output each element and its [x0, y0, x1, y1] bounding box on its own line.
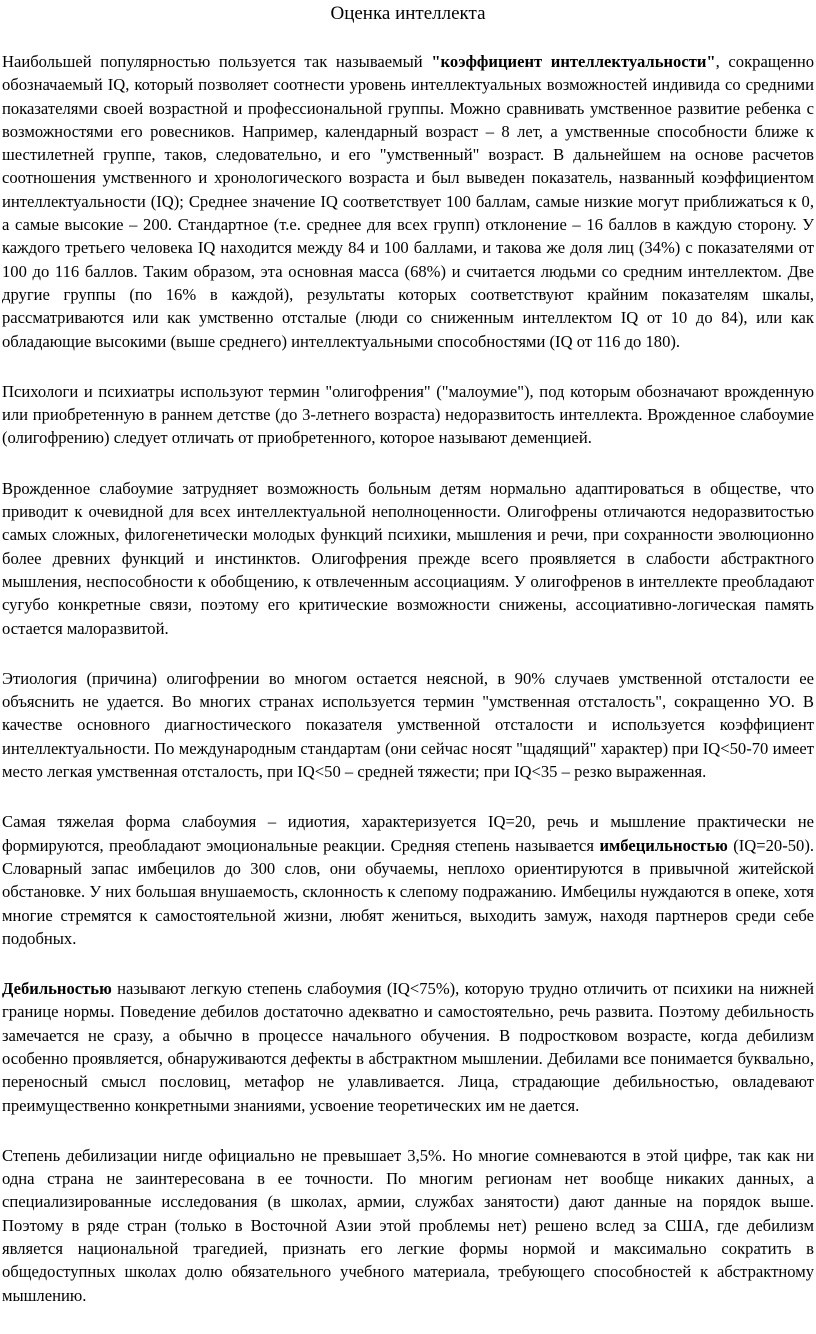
- paragraph-oligophrenia: Психологи и психиатры используют термин "олигофрения" ("малоумие"), под которым обозначают врожденную или приобретенную в раннем детстве (до 3-летнего возраста) недоразвитость интеллекта. Врожденное слабоумие (олигофрению) следует отличать от приобретенного, которое называют деменцией.: [2, 381, 814, 448]
- paragraph-etiology: Этиология (причина) олигофрении во многом остается неясной, в 90% случаев умственной отсталости ее объяснить не удается. Во многих странах используется термин "умственная отсталость", сокращенно УО. В качестве основного диагностического показателя умственной отсталости и используется коэффициент интеллектуальности. По международным стандартам (они сейчас носят "щадящий" характер) при IQ<50-70 имеет место легкая умственная отсталость, при IQ<50 – средней тяжести; при IQ<35 – резко выраженная.: [2, 668, 814, 782]
- paragraph-idiocy-text-start: Самая тяжелая форма слабоумия – идиотия, характеризуется IQ=20, речь и мышление практически не формируются, преобладают эмоциональные реакции. Средняя степень называется: [2, 812, 814, 855]
- paragraph-iq-text-end: , сокращенно обозначаемый IQ, который позволяет соотнести уровень интеллектуальных возможностей индивида со средними показателями своей возрастной и профессиональной группы. Можно сравнивать умственное развитие ребенка с возможностями его ровесников. Например, календарный возраст – 8 лет, а умственные способности ближе к шестилетней группе, таков, следовательно, и его "умственный" возраст. В дальнейшем на основе расчетов соотношения умственного и хронологического возраста и был выведен показатель, названный коэффициентом интеллектуальности (IQ); Среднее значение IQ соответствует 100 баллам, самые низкие могут приближаться к 0, а самые высокие – 200. Стандартное (т.е. среднее для всех групп) отклонение – 16 баллов в каждую сторону. У каждого третьего человека IQ находится между 84 и 100 баллами, и такова же доля лиц (34%) с показателями от 100 до 116 баллов. Таким образом, эта основная масса (68%) и считается людьми со средним интеллектом. Две другие группы (по 16% в каждой), результаты которых соответствуют крайним показателям шкалы, рассматриваются или как умственно отсталые (люди со сниженным интеллектом IQ от 10 до 84), или как обладающие высокими (выше среднего) интеллектуальными способностями (IQ от 116 до 180).: [2, 52, 815, 351]
- document-page: [2, 0, 814, 1334]
- paragraph-iq: [2, 50, 814, 353]
- paragraph-iq-bold-term: "коэффициент интеллектуальности": [431, 52, 716, 71]
- paragraph-idiocy: [2, 810, 814, 950]
- paragraph-debility: [2, 977, 814, 1117]
- paragraph-iq-text-start: Наибольшей популярностью пользуется так называемый: [2, 52, 432, 71]
- paragraph-debility-bold-term: Дебильностью: [2, 979, 112, 999]
- paragraph-congenital-dementia: Врожденное слабоумие затрудняет возможность больным детям нормально адаптироваться в обществе, что приводит к очевидной для всех интеллектуальной неполноценности. Олигофрены отличаются недоразвитостью самых сложных, филогенетически молодых функций психики, мышления и речи, при сохранности эволюционно более древних функций и инстинктов. Олигофрения прежде всего проявляется в слабости абстрактного мышления, неспособности к обобщению, к отвлеченным ассоциациям. У олигофренов в интеллекте преобладают сугубо конкретные связи, поэтому его критические возможности снижены, ассоциативно-логическая память остается малоразвитой.: [2, 478, 814, 638]
- document-title: Оценка интеллекта: [330, 3, 486, 24]
- paragraph-idiocy-text-end: (IQ=20-50). Словарный запас имбецилов до 300 слов, они обучаемы, неплохо ориентируются в привычной житейской обстановке. У них большая внушаемость, склонность к слепому подражанию. Имбецилы нуждаются в опеке, хотя многие стремятся к самостоятельной жизни, любят жениться, выходить замуж, находя партнеров среди себе подобных.: [2, 835, 814, 948]
- paragraph-idiocy-bold-term: имбецильностью: [599, 835, 728, 855]
- paragraph-debility-text: называют легкую степень слабоумия (IQ<75%), которую трудно отличить от психики на нижней границе нормы. Поведение дебилов достаточно адекватно и самостоятельно, речь развита. Поэтому дебильность замечается не сразу, а обычно в процессе начального обучения. В подростковом возрасте, когда дебилизм особенно проявляется, обнаруживаются дефекты в абстрактном мышлении. Дебилами все понимается буквально, переносный смысл пословиц, метафор не улавливается. Лица, страдающие дебильностью, овладевают преимущественно конкретными знаниями, усвоение теоретических им не дается.: [2, 979, 814, 1115]
- paragraph-debilization-rate: Степень дебилизации нигде официально не превышает 3,5%. Но многие сомневаются в этой цифре, так как ни одна страна не заинтересована в ее точности. По многим регионам нет вообще никаких данных, а специализированные исследования (в школах, армии, службах занятости) дают данные на порядок выше. Поэтому в ряде стран (только в Восточной Азии этой проблемы нет) решено вслед за США, где дебилизм является национальной трагедией, признать его легкие формы нормой и максимально сократить в общедоступных школах долю обязательного учебного материала, требующего способностей к абстрактному мышлению.: [2, 1145, 814, 1305]
